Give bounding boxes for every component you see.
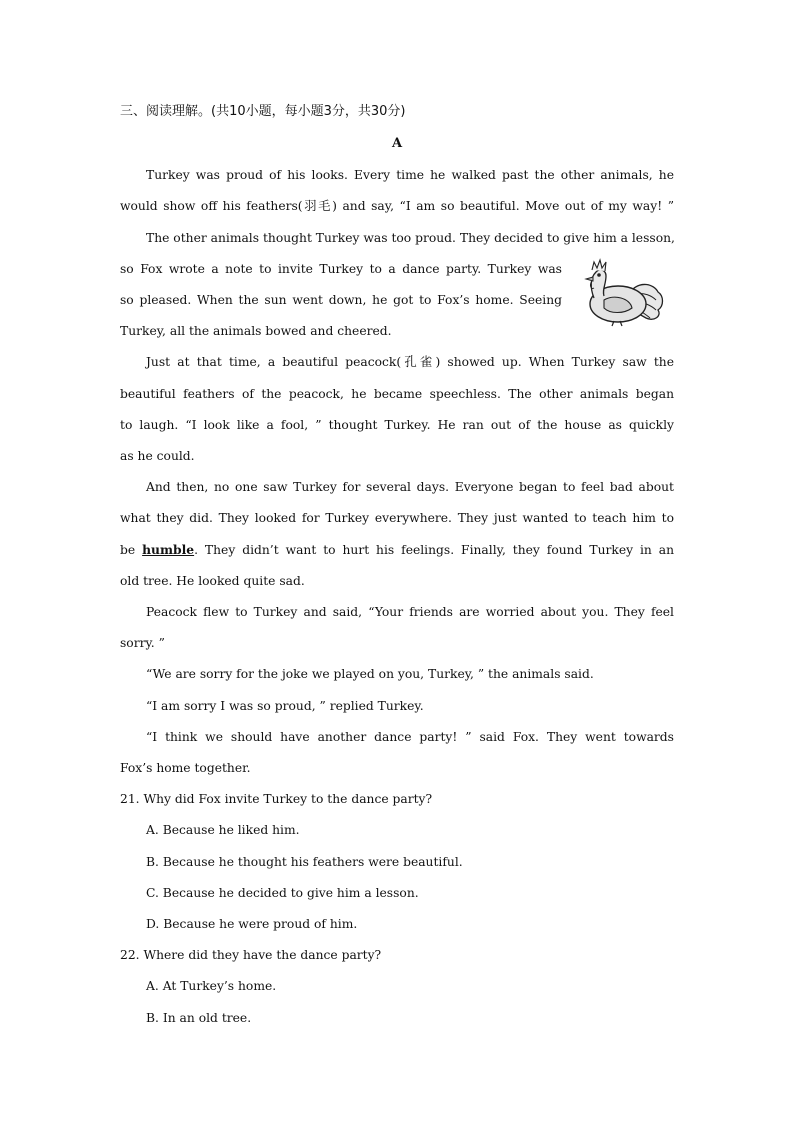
passage-line: “We are sorry for the joke we played on you, Turkey, ” the animals said. [146,667,594,681]
passage-line: And then, no one saw Turkey for several days. Everyone began to feel bad about [146,480,674,494]
passage-line: “I think we should have another dance party! ” said Fox. They went towards [146,730,674,744]
passage-line-humble [120,540,674,560]
question-21-option-c[interactable]: C. Because he decided to give him a lesson. [146,886,419,900]
passage-line: Turkey was proud of his looks. Every time he walked past the other animals, he [146,168,674,182]
passage-line: as he could. [120,449,195,463]
section-title: 三、阅读理解。(共10小题，每小题3分，共30分) [120,104,406,119]
passage-line: “I am sorry I was so proud, ” replied Turkey. [146,699,424,713]
question-21-stem: 21. Why did Fox invite Turkey to the dance party? [120,792,433,806]
passage-label: A [391,136,403,151]
passage-line: sorry. ” [120,636,165,650]
question-21-option-a[interactable]: A. Because he liked him. [146,823,300,837]
passage-line: Peacock flew to Turkey and said, “Your friends are worried about you. They feel [146,605,674,619]
passage-line: what they did. They looked for Turkey everywhere. They just wanted to teach him to [120,511,674,525]
passage-line: so pleased. When the sun went down, he got to Fox’s home. Seeing [120,293,562,307]
passage-line: Turkey, all the animals bowed and cheered. [120,324,392,338]
passage-line: Just at that time, a beautiful peacock(孔雀) showed up. When Turkey saw the [146,355,674,369]
humble-underlined-word: humble [142,542,195,557]
passage-text: . They didn’t want to hurt his feelings. Finally, they found Turkey in an [194,543,675,557]
question-21-option-d[interactable]: D. Because he were proud of him. [146,917,358,931]
passage-line: old tree. He looked quite sad. [120,574,305,588]
passage-line: Fox’s home together. [120,761,251,775]
question-21-option-b[interactable]: B. Because he thought his feathers were beautiful. [146,855,463,869]
passage-line: The other animals thought Turkey was too proud. They decided to give him a lesson, [146,231,675,245]
question-22-stem: 22. Where did they have the dance party? [120,948,382,962]
passage-line: would show off his feathers(羽毛) and say, “I am so beautiful. Move out of my way! ” [120,199,674,213]
passage-line: beautiful feathers of the peacock, he became speechless. The other animals began [120,387,674,401]
passage-text: be [120,543,136,557]
question-22-option-b[interactable]: B. In an old tree. [146,1011,252,1025]
passage-line: so Fox wrote a note to invite Turkey to a dance party. Turkey was [120,262,562,276]
passage-line: to laugh. “I look like a fool, ” thought Turkey. He ran out of the house as quickly [120,418,674,432]
turkey-icon [574,254,666,328]
question-22-option-a[interactable]: A. At Turkey’s home. [146,979,277,993]
